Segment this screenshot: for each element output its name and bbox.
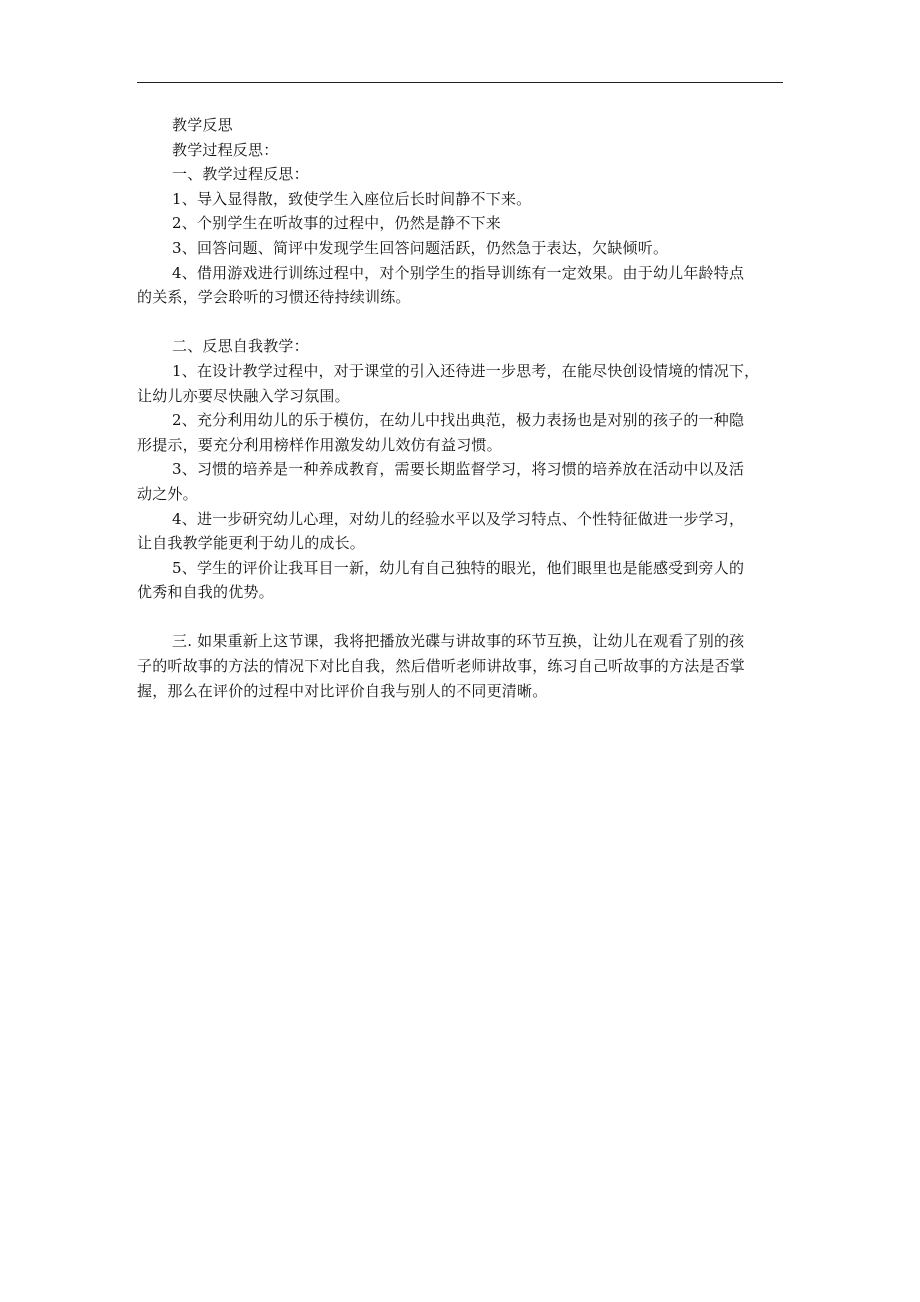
text-line: 子的听故事的方法的情况下对比自我，然后借听老师讲故事，练习自己听故事的方法是否掌 [137,657,746,676]
text-line: 教学过程反思： [172,140,279,159]
text-line: 4、借用游戏进行训练过程中，对个别学生的指导训练有一定效果。由于幼儿年龄特点 [172,263,745,282]
text-line: 二、反思自我教学： [172,337,309,356]
header-rule [137,82,783,83]
text-line: 让自我教学能更利于幼儿的成长。 [137,534,366,553]
text-line: 三. 如果重新上这节课，我将把播放光碟与讲故事的环节互换，让幼儿在观看了别的孩 [172,632,745,651]
blank-line [137,310,797,335]
text-line: 2、个别学生在听故事的过程中，仍然是静不下来 [172,214,501,233]
text-line: 形提示，要充分利用榜样作用激发幼儿效仿有益习惯。 [137,435,502,454]
text-line: 1、在设计教学过程中，对于课堂的引入还待进一步思考，在能尽快创设情境的情况下， [172,361,760,380]
text-line: 4、进一步研究幼儿心理，对幼儿的经验水平以及学习特点、个性特征做进一步学习， [172,509,745,528]
text-line: 3、习惯的培养是一种养成教育，需要长期监督学习，将习惯的培养放在活动中以及活 [172,460,745,479]
blank-line [137,605,797,630]
text-line: 优秀和自我的优势。 [137,583,274,602]
text-line: 1、导入显得散，致使学生入座位后长时间静不下来。 [172,189,532,208]
document-body [137,113,797,703]
text-line: 握，那么在评价的过程中对比评价自我与别人的不同更清晰。 [137,681,548,700]
text-line: 一、教学过程反思： [172,165,309,184]
text-line: 的关系，学会聆听的习惯还待持续训练。 [137,288,411,307]
text-line: 2、充分利用幼儿的乐于模仿，在幼儿中找出典范，极力表扬也是对别的孩子的一种隐 [172,411,745,430]
text-line: 教学反思 [172,116,233,134]
text-line: 5、学生的评价让我耳目一新，幼儿有自己独特的眼光，他们眼里也是能感受到旁人的 [172,558,745,577]
text-line: 动之外。 [137,484,198,503]
text-line: 让幼儿亦要尽快融入学习氛围。 [137,386,350,405]
text-line: 3、回答问题、简评中发现学生回答问题活跃，仍然急于表达，欠缺倾听。 [172,238,669,257]
